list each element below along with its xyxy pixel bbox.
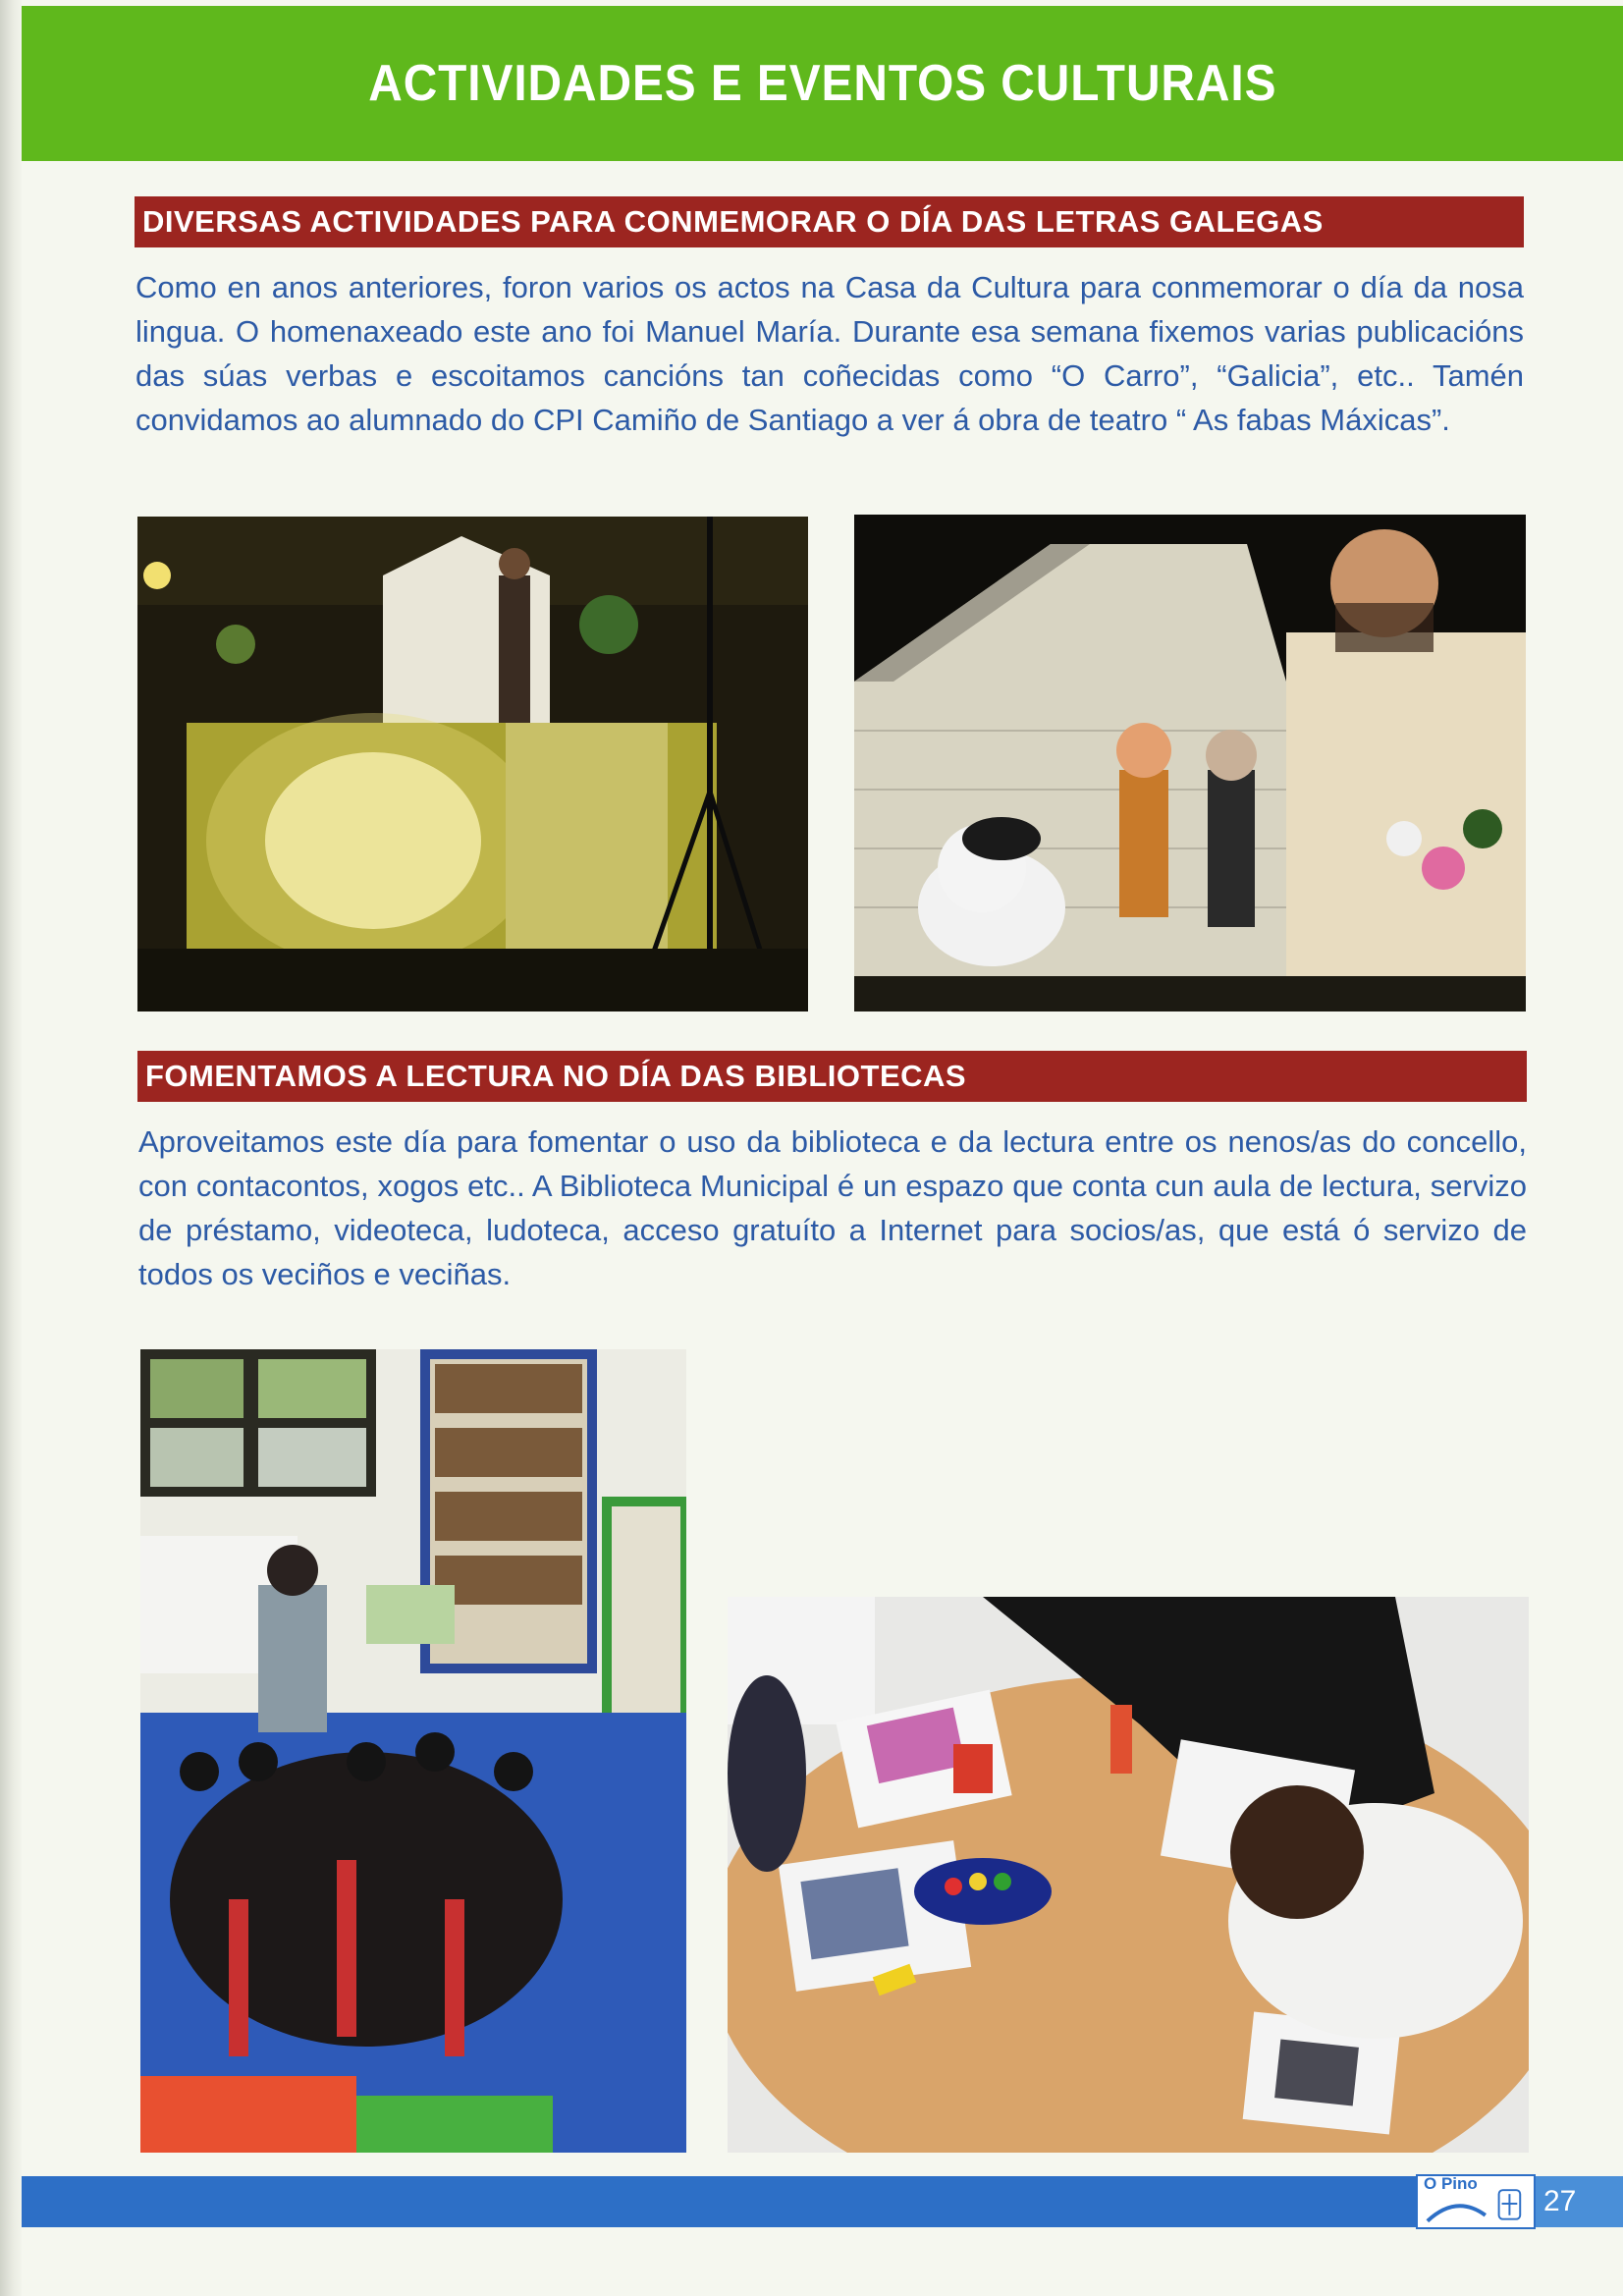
concello-logo xyxy=(1416,2174,1536,2229)
page-spine xyxy=(0,0,22,2296)
logo-text: O Pino xyxy=(1424,2174,1478,2193)
section-heading-bibliotecas: FOMENTAMOS A LECTURA NO DÍA DAS BIBLIOTECAS xyxy=(137,1051,1527,1102)
section-body-bibliotecas: Aproveitamos este día para fomentar o uso da biblioteca e da lectura entre os nenos/as do concello, con contacontos, xogos etc.. A Biblioteca Municipal é un espazo que conta cun aula de lectura, servizo de préstamo, videoteca, ludoteca, acceso gratuíto a Internet para socios/as, que está ó servizo de todos os veciños e veciñas. xyxy=(138,1124,1527,1291)
photo-children-painting xyxy=(728,1597,1529,2153)
photo-library-storytelling xyxy=(140,1349,686,2153)
photo-theater-stage xyxy=(137,517,808,1011)
footer-bar xyxy=(22,2176,1416,2227)
coat-of-arms-icon xyxy=(1418,2176,1534,2227)
photo-puppet-show xyxy=(854,515,1526,1011)
page-header xyxy=(22,6,1623,161)
page-title: ACTIVIDADES E EVENTOS CULTURAIS xyxy=(367,55,1277,112)
section-heading-letras-galegas: DIVERSAS ACTIVIDADES PARA CONMEMORAR O DÍA DAS LETRAS GALEGAS xyxy=(135,196,1524,247)
section-body-letras-galegas: Como en anos anteriores, foron varios os actos na Casa da Cultura para conmemorar o día da nosa lingua. O homenaxeado este ano foi Manuel María. Durante esa semana fixemos varias publicacións das súas verbas e escoitamos cancións tan coñecidas como “O Carro”, “Galicia”, etc.. Tamén convidamos ao alumnado do CPI Camiño de Santiago a ver á obra de teatro “ As fabas Máxicas”. xyxy=(135,270,1524,437)
page-number: 27 xyxy=(1536,2176,1623,2227)
